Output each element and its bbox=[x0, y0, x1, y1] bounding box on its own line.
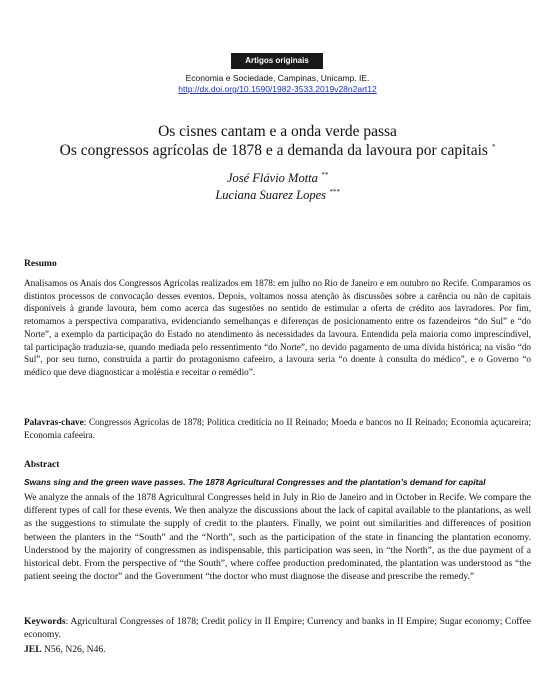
palavras-chave-list: : Congressos Agrícolas de 1878; Política creditícia no II Reinado; Moeda e bancos no II Reinado; Economia açucareira; Economia cafeeira. bbox=[24, 417, 531, 440]
keywords bbox=[24, 615, 531, 641]
palavras-chave-label: Palavras-chave bbox=[24, 417, 84, 427]
resumo-heading: Resumo bbox=[24, 259, 57, 269]
article-title-text: Os congressos agrícolas de 1878 e a demanda da lavoura por capitais bbox=[59, 142, 488, 159]
jel-label: JEL bbox=[24, 644, 42, 655]
jel-codes bbox=[24, 643, 531, 656]
abstract-title: Swans sing and the green wave passes. The 1878 Agricultural Congresses and the plantation’s demand for capital bbox=[24, 477, 486, 487]
author-footnote-mark[interactable]: ** bbox=[321, 170, 329, 179]
abstract-text: We analyze the annals of the 1878 Agricultural Congresses held in July in Rio de Janeiro and in October in Recife. We compare the different types of call for these events. We then analyze the discussions about the lack of capital available to the plantations, as well as the suggestions to stimulate the supply of credit to the planters. Finally, we point out similarities and differences of position between the planters in the “South” and the “North”, such as the participation of the state in financing the plantation economy. Understood by the majority of congressmen as indispensable, this participation was seen, in “the North”, as the due payment of a historical debt. From the perspective of “the South”, where coffee production predominated, the plantation was understood as “the patient seeing the doctor” and the Government “the doctor who must diagnose the disease and prescribe the remedy.” bbox=[24, 492, 531, 583]
author-footnote-mark[interactable]: *** bbox=[329, 187, 340, 196]
palavras-chave bbox=[24, 416, 531, 441]
author-1 bbox=[0, 171, 555, 186]
article-title-line-2 bbox=[0, 142, 555, 160]
title-footnote-mark[interactable]: * bbox=[491, 142, 496, 151]
keywords-label: Keywords bbox=[24, 616, 66, 627]
jel-list: N56, N26, N46. bbox=[41, 644, 106, 655]
keywords-list: : Agricultural Congresses of 1878; Credit policy in II Empire; Currency and banks in II Empire; Sugar economy; Coffee economy. bbox=[24, 616, 531, 641]
journal-line: Economia e Sociedade, Campinas, Unicamp. IE. bbox=[185, 73, 370, 83]
section-badge: Artigos originais bbox=[231, 53, 323, 69]
author-2 bbox=[0, 188, 555, 203]
doi-link[interactable]: http://dx.doi.org/10.1590/1982-3533.2019v28n2art12 bbox=[178, 84, 377, 94]
author-name: José Flávio Motta bbox=[226, 171, 318, 185]
resumo-text: Analisamos os Anais dos Congressos Agrícolas realizados em 1878: em julho no Rio de Janeiro e em outubro no Recife. Comparamos os distintos processos de convocação desses eventos. Depois, voltamos nossa atenção às discussões sobre a carência ou não de capitais disponíveis à grande lavoura, bem como acerca das sugestões no sentido de estimular a oferta de crédito aos lavradores. Por fim, retomamos a perspectiva comparativa, evidenciando semelhanças e diferenças de posicionamento entre os fazendeiros “do Sul” e “do Norte”, a exemplo da participação do Estado no atendimento às necessidades da lavoura. Entendida pela maioria como imprescindível, tal participação traduzia-se, quando mediada pelo ressentimento “do Norte”, no devido pagamento de uma dívida histórica; na visão “do Sul”, por seu turno, construída a partir do protagonismo cafeeiro, a lavoura seria “o doente à consulta do médico”, e o Governo “o médico que deve diagnosticar a moléstia e receitar o remédio”. bbox=[24, 278, 531, 377]
author-name: Luciana Suarez Lopes bbox=[215, 188, 327, 202]
article-title-line-1: Os cisnes cantam e a onda verde passa bbox=[158, 123, 397, 140]
abstract-heading: Abstract bbox=[24, 460, 60, 470]
doi-line bbox=[0, 84, 555, 95]
